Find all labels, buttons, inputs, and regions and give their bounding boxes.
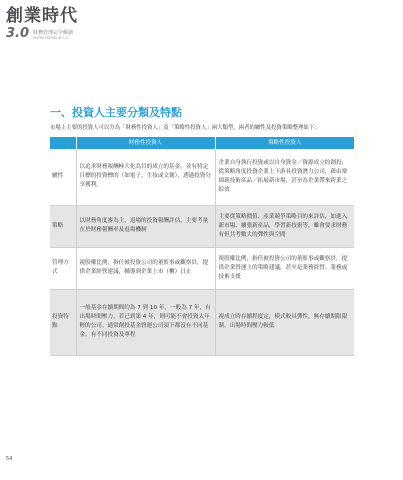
cell-strategic: 企業自身執行投資或以自身資金／資源成立的創投，從策略角度投資企業上下游具投資潛力公司，藉由鞏固新技術產品／拓展新市場，甚至為企業帶來跨業之綜效 — [215, 149, 354, 205]
cell-financial: 以財務角度審為主，退場的投資報酬評估，主要考量在於財務報酬率及退場機制 — [76, 205, 215, 247]
section-intro: 市場上主要的投資人可以分為「財務性投資人」及「策略性投資人」兩大類型，兩者的屬性及投資策略整理如下： — [50, 125, 320, 131]
cell-financial: 以追求財務報酬極大化為目的成立的基金，並有特定目標的投資標的（如電子、生技或文創），透過投資分享獲利。 — [76, 149, 215, 205]
table-header-blank — [50, 137, 76, 149]
brand-subtitle-small: ENTREPRENEUR 3.0 — [33, 36, 68, 40]
table-header-financial: 財務性投資人 — [76, 137, 215, 149]
brand-subtitle-block — [33, 30, 73, 41]
table-header-strategic: 策略性投資人 — [215, 137, 354, 149]
page-number: 54 — [6, 456, 13, 462]
row-label-features: 投資特點 — [50, 289, 76, 355]
section-title: 一、投資人主要分類及特點 — [50, 106, 182, 119]
brand-subtitle: 財務管理完全解讀 — [33, 30, 74, 36]
cell-financial: 視股權比例，指任被投資公司的董監事或觀察員，提供企業經營建議，輔導到企業上市（櫃）日止 — [76, 247, 215, 289]
table-row — [50, 289, 354, 355]
brand-title: 創業時代 — [6, 6, 78, 26]
row-label-management: 管理方式 — [50, 247, 76, 289]
cell-strategic: 視成立時存續程度定，模式較具彈性，無存續期限限制，出場時間壓力較低 — [215, 289, 354, 355]
brand-row — [6, 27, 78, 41]
cell-strategic: 主要從策略價值、產業競爭策略目的來評估，如進入新市場、擴張新產品，學習新技術等，雖會要求財務有但共考數大的彈性與空間 — [215, 205, 354, 247]
investor-comparison-table — [50, 137, 354, 356]
row-label-strategy: 策略 — [50, 205, 76, 247]
row-label-attribute: 屬性 — [50, 149, 76, 205]
brand-version: 3.0 — [6, 26, 30, 41]
cell-strategic: 視股權比例，指任被投資公司的董監事或觀察員，提供企業營運上的策略建議，甚至是業務經營、業務或技術支援 — [215, 247, 354, 289]
brand-header — [6, 6, 78, 41]
table-row — [50, 149, 354, 205]
table-row — [50, 247, 354, 289]
cell-financial: 一般基金存續期間約為 7 到 10 年，一般為 7 年，有出場時間壓力，若已到第 4 年，則可能不會投資太年輕的公司。通常創投基金營運公司須下都沒有不同基金，有不同投資及專程 — [76, 289, 215, 355]
table-row — [50, 205, 354, 247]
table-header-row — [50, 137, 354, 149]
